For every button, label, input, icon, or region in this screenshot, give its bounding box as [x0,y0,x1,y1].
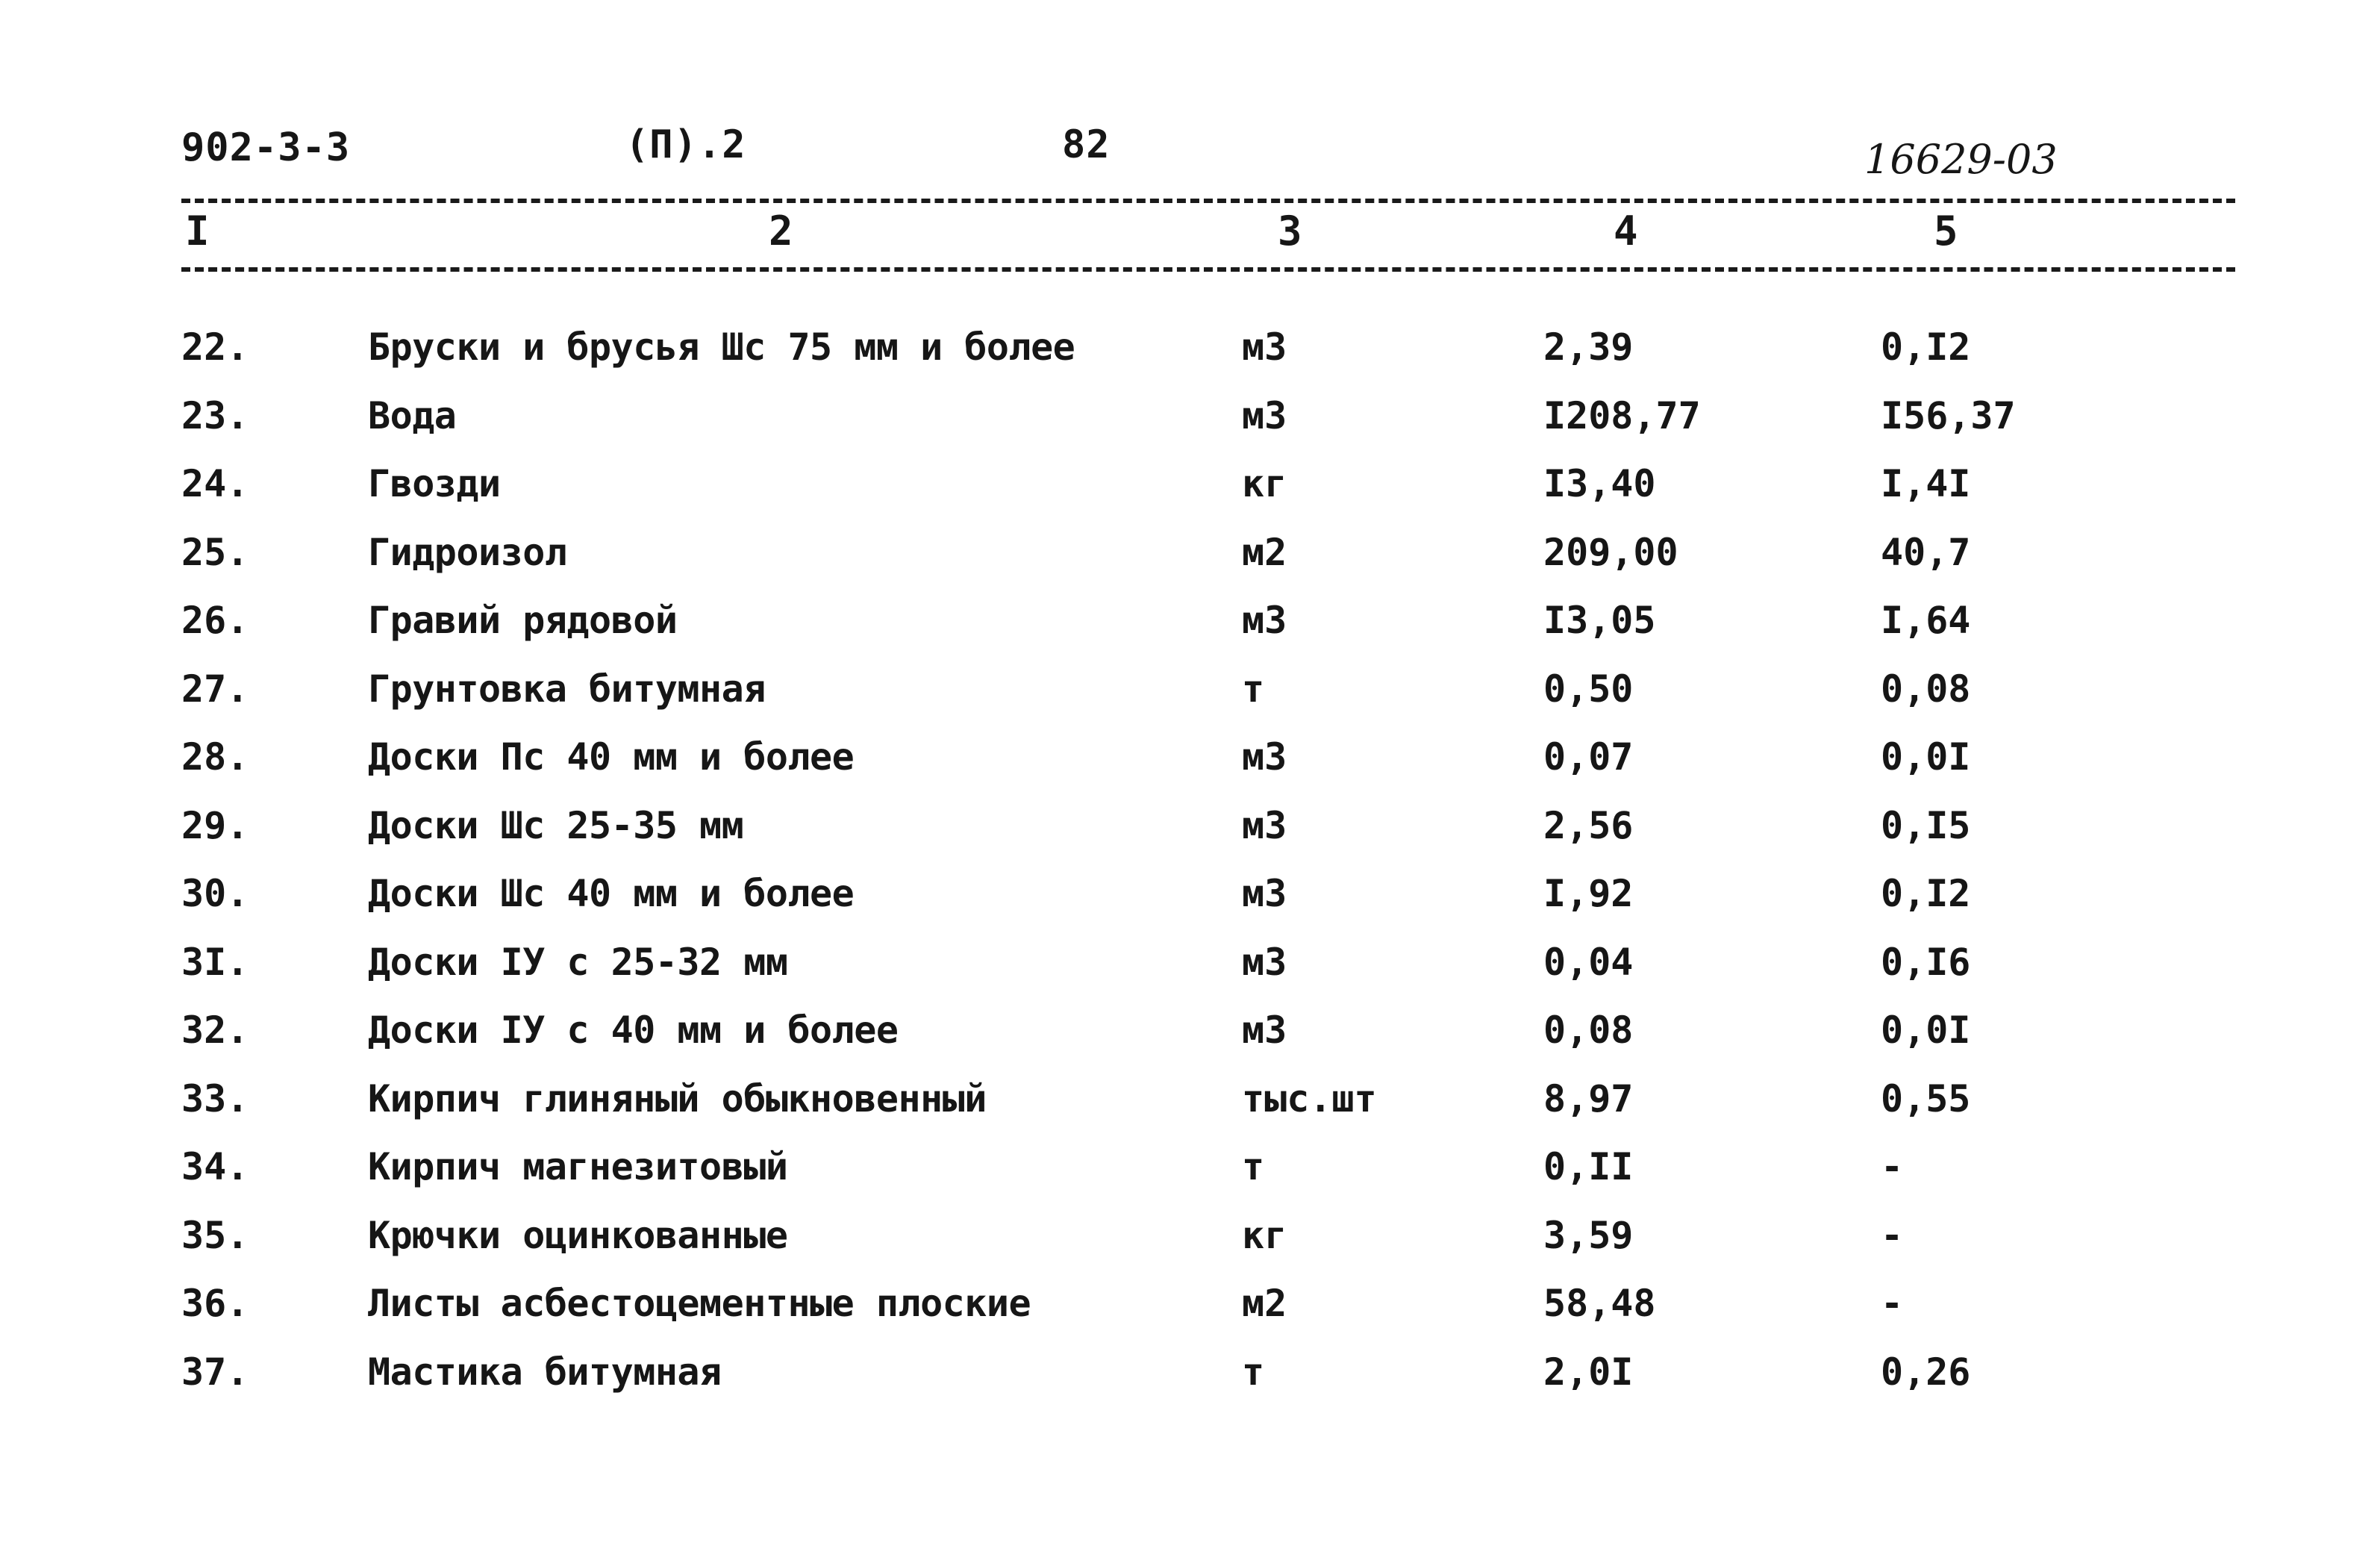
quantity-total: 2,39 [1543,325,1634,369]
column-number-1: I [185,208,210,255]
row-number: 22. [181,325,249,369]
column-number-2: 2 [769,208,793,255]
material-name: Доски IУ с 40 мм и более [368,1009,899,1052]
table-row [0,804,2380,873]
material-name: Кирпич магнезитовый [368,1145,788,1188]
quantity-part: - [1881,1213,1904,1257]
quantity-total: 209,00 [1543,530,1678,574]
material-name: Мастика битумная [368,1350,722,1394]
unit: м3 [1242,393,1287,437]
quantity-total: I3,40 [1543,462,1656,505]
table-row [0,1009,2380,1077]
quantity-total: 0,04 [1543,940,1634,984]
quantity-total: 2,56 [1543,803,1634,847]
table-row [0,1077,2380,1146]
table-row [0,667,2380,736]
quantity-part: - [1881,1145,1904,1188]
unit: т [1242,667,1265,711]
material-name: Вода [368,393,457,437]
unit: м3 [1242,325,1287,369]
quantity-part: 0,I2 [1881,325,1971,369]
unit: м3 [1242,872,1287,915]
table-row [0,872,2380,941]
row-number: 25. [181,530,249,574]
quantity-part: 0,I5 [1881,803,1971,847]
row-number: 34. [181,1145,249,1188]
unit: м3 [1242,735,1287,779]
table-row [0,1214,2380,1282]
column-number-4: 4 [1614,208,1638,255]
row-number: 24. [181,462,249,505]
unit: кг [1242,462,1287,505]
unit: м3 [1242,599,1287,642]
unit: тыс.шт [1242,1076,1377,1120]
quantity-part: 0,0I [1881,1009,1971,1052]
material-name: Грунтовка битумная [368,667,766,711]
row-number: 30. [181,872,249,915]
table-row [0,531,2380,599]
quantity-total: 58,48 [1543,1282,1656,1325]
quantity-total: I208,77 [1543,393,1701,437]
material-name: Бруски и брусья Шс 75 мм и более [368,325,1075,369]
unit: т [1242,1350,1265,1394]
quantity-part: I,4I [1881,462,1971,505]
quantity-part: 0,08 [1881,667,1971,711]
quantity-part: 40,7 [1881,530,1971,574]
row-number: 23. [181,393,249,437]
row-number: 37. [181,1350,249,1394]
quantity-total: 3,59 [1543,1213,1634,1257]
table-row [0,735,2380,804]
material-name: Листы асбестоцементные плоские [368,1282,1031,1325]
material-name: Гравий рядовой [368,599,678,642]
quantity-part: - [1881,1282,1904,1325]
quantity-part: I56,37 [1881,393,2016,437]
unit: м3 [1242,1009,1287,1052]
quantity-part: 0,26 [1881,1350,1971,1394]
inventory-number: 16629-03 [1864,136,2058,183]
quantity-total: 0,50 [1543,667,1634,711]
materials-table-body [0,325,2380,1418]
unit: кг [1242,1213,1287,1257]
unit: м3 [1242,940,1287,984]
table-row [0,462,2380,531]
table-row [0,1282,2380,1350]
unit: м2 [1242,1282,1287,1325]
material-name: Доски Шс 25-35 мм [368,803,744,847]
table-row [0,599,2380,667]
table-row [0,1350,2380,1419]
table-row [0,394,2380,463]
quantity-part: 0,I6 [1881,940,1971,984]
unit: м3 [1242,803,1287,847]
material-name: Гвозди [368,462,501,505]
quantity-part: 0,0I [1881,735,1971,779]
quantity-total: 0,II [1543,1145,1634,1188]
material-name: Доски IУ с 25-32 мм [368,940,788,984]
column-number-3: 3 [1278,208,1302,255]
table-header-bottom-rule [181,267,2235,272]
material-name: Доски Шс 40 мм и более [368,872,855,915]
row-number: 35. [181,1213,249,1257]
material-name: Доски Пс 40 мм и более [368,735,855,779]
quantity-total: 0,08 [1543,1009,1634,1052]
unit: т [1242,1145,1265,1188]
row-number: 36. [181,1282,249,1325]
table-header-top-rule [181,199,2235,203]
quantity-total: I3,05 [1543,599,1656,642]
document-code: 902-3-3 [181,125,351,170]
table-row [0,941,2380,1009]
column-number-5: 5 [1934,208,1958,255]
quantity-total: 0,07 [1543,735,1634,779]
unit: м2 [1242,530,1287,574]
row-number: 3I. [181,940,249,984]
row-number: 26. [181,599,249,642]
row-number: 32. [181,1009,249,1052]
material-name: Кирпич глиняный обыкновенный [368,1076,987,1120]
row-number: 27. [181,667,249,711]
quantity-total: 2,0I [1543,1350,1634,1394]
quantity-part: 0,55 [1881,1076,1971,1120]
material-name: Гидроизол [368,530,567,574]
page-number: 82 [1062,122,1111,167]
quantity-total: I,92 [1543,872,1634,915]
row-number: 29. [181,803,249,847]
quantity-part: I,64 [1881,599,1971,642]
row-number: 33. [181,1076,249,1120]
quantity-total: 8,97 [1543,1076,1634,1120]
sheet-label: (П).2 [625,122,746,167]
table-row [0,325,2380,394]
table-row [0,1145,2380,1214]
quantity-part: 0,I2 [1881,872,1971,915]
row-number: 28. [181,735,249,779]
material-name: Крючки оцинкованные [368,1213,788,1257]
